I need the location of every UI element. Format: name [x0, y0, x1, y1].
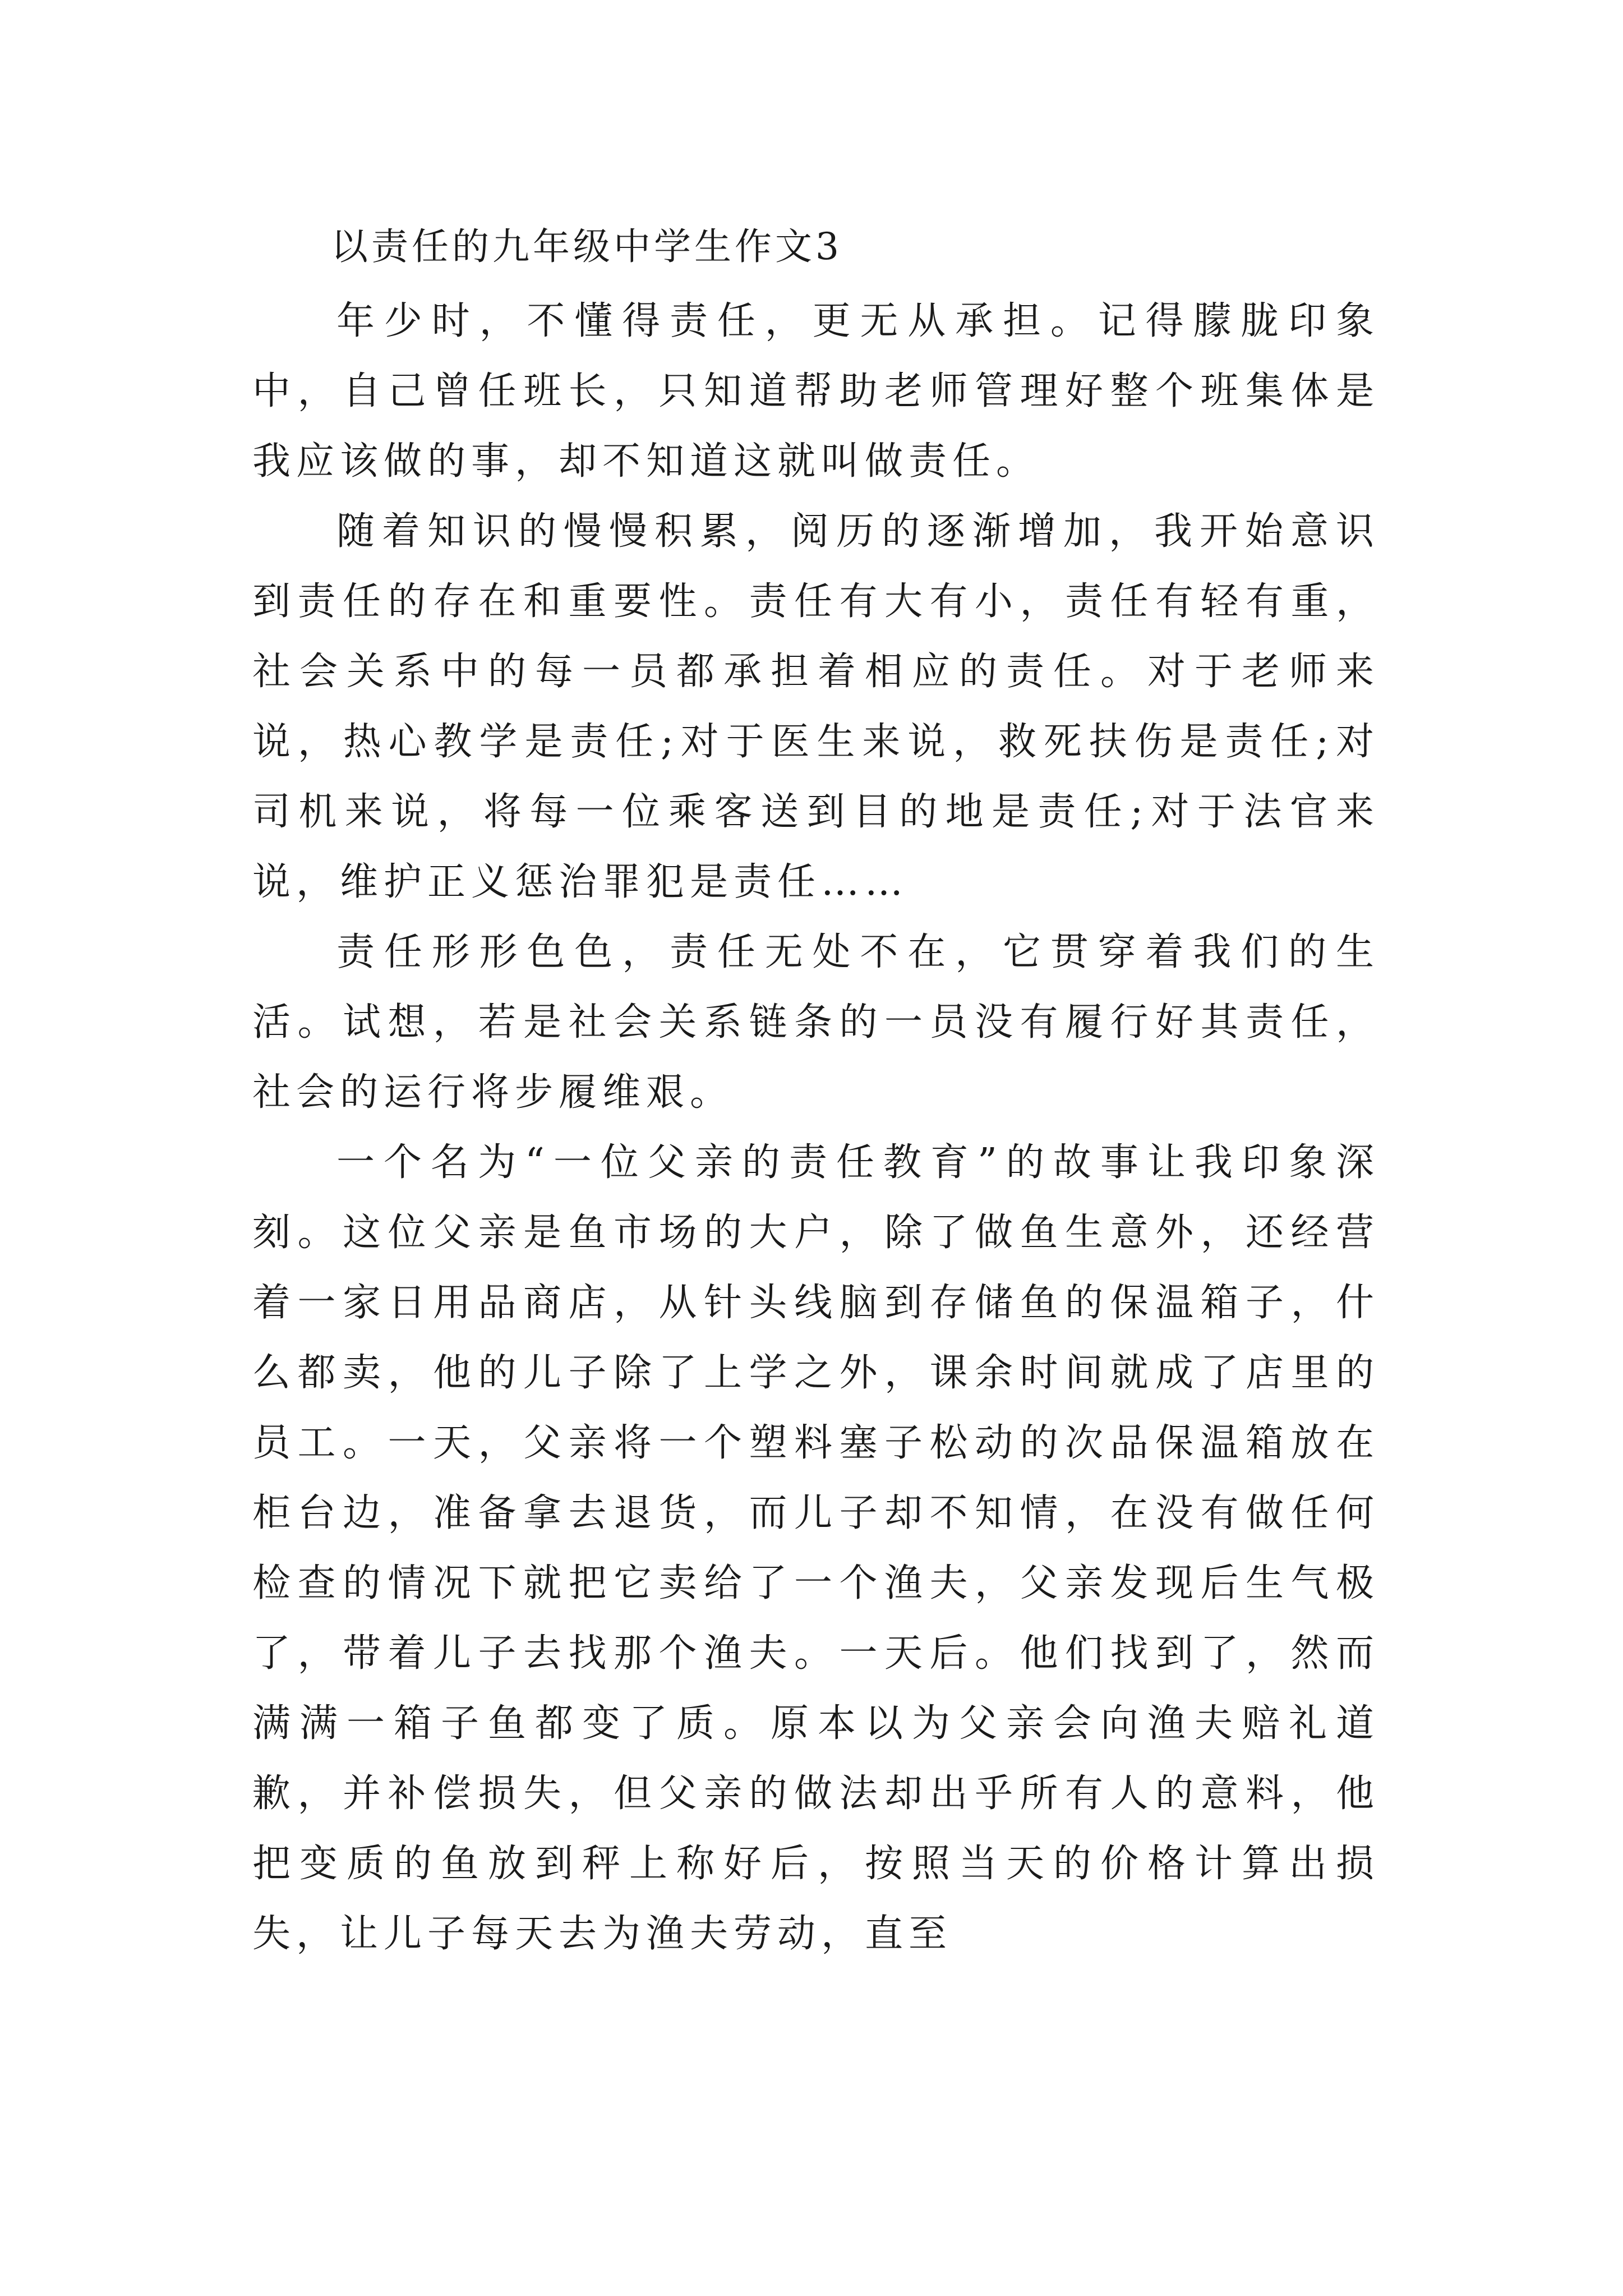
paragraph-1: 年少时，不懂得责任，更无从承担。记得朦胧印象中，自己曾任班长，只知道帮助老师管理好整个班集体是我应该做的事，却不知道这就叫做责任。	[252, 299, 1380, 484]
document-title: 以责任的九年级中学生作文3	[331, 225, 842, 268]
paragraph-2: 随着知识的慢慢积累，阅历的逐渐增加，我开始意识到责任的存在和重要性。责任有大有小，责任有轻有重，社会关系中的每一员都承担着相应的责任。对于老师来说，热心教学是责任;对于医生来说，救死扶伤是责任;对司机来说，将每一位乘客送到目的地是责任;对于法官来说，维护正义惩治罪犯是责任……	[252, 509, 1380, 904]
paragraph-3: 责任形形色色，责任无处不在，它贯穿着我们的生活。试想，若是社会关系链条的一员没有履行好其责任，社会的运行将步履维艰。	[252, 930, 1380, 1115]
document-body	[252, 213, 1380, 1969]
paragraph-4: 一个名为“一位父亲的责任教育”的故事让我印象深刻。这位父亲是鱼市场的大户，除了做鱼生意外，还经营着一家日用品商店，从针头线脑到存储鱼的保温箱子，什么都卖，他的儿子除了上学之外，课余时间就成了店里的员工。一天，父亲将一个塑料塞子松动的次品保温箱放在柜台边，准备拿去退货，而儿子却不知情，在没有做任何检查的情况下就把它卖给了一个渔夫，父亲发现后生气极了，带着儿子去找那个渔夫。一天后。他们找到了，然而满满一箱子鱼都变了质。原本以为父亲会向渔夫赔礼道歉，并补偿损失，但父亲的做法却出乎所有人的意料，他把变质的鱼放到秤上称好后，按照当天的价格计算出损失，让儿子每天去为渔夫劳动，直至	[252, 1140, 1380, 1956]
